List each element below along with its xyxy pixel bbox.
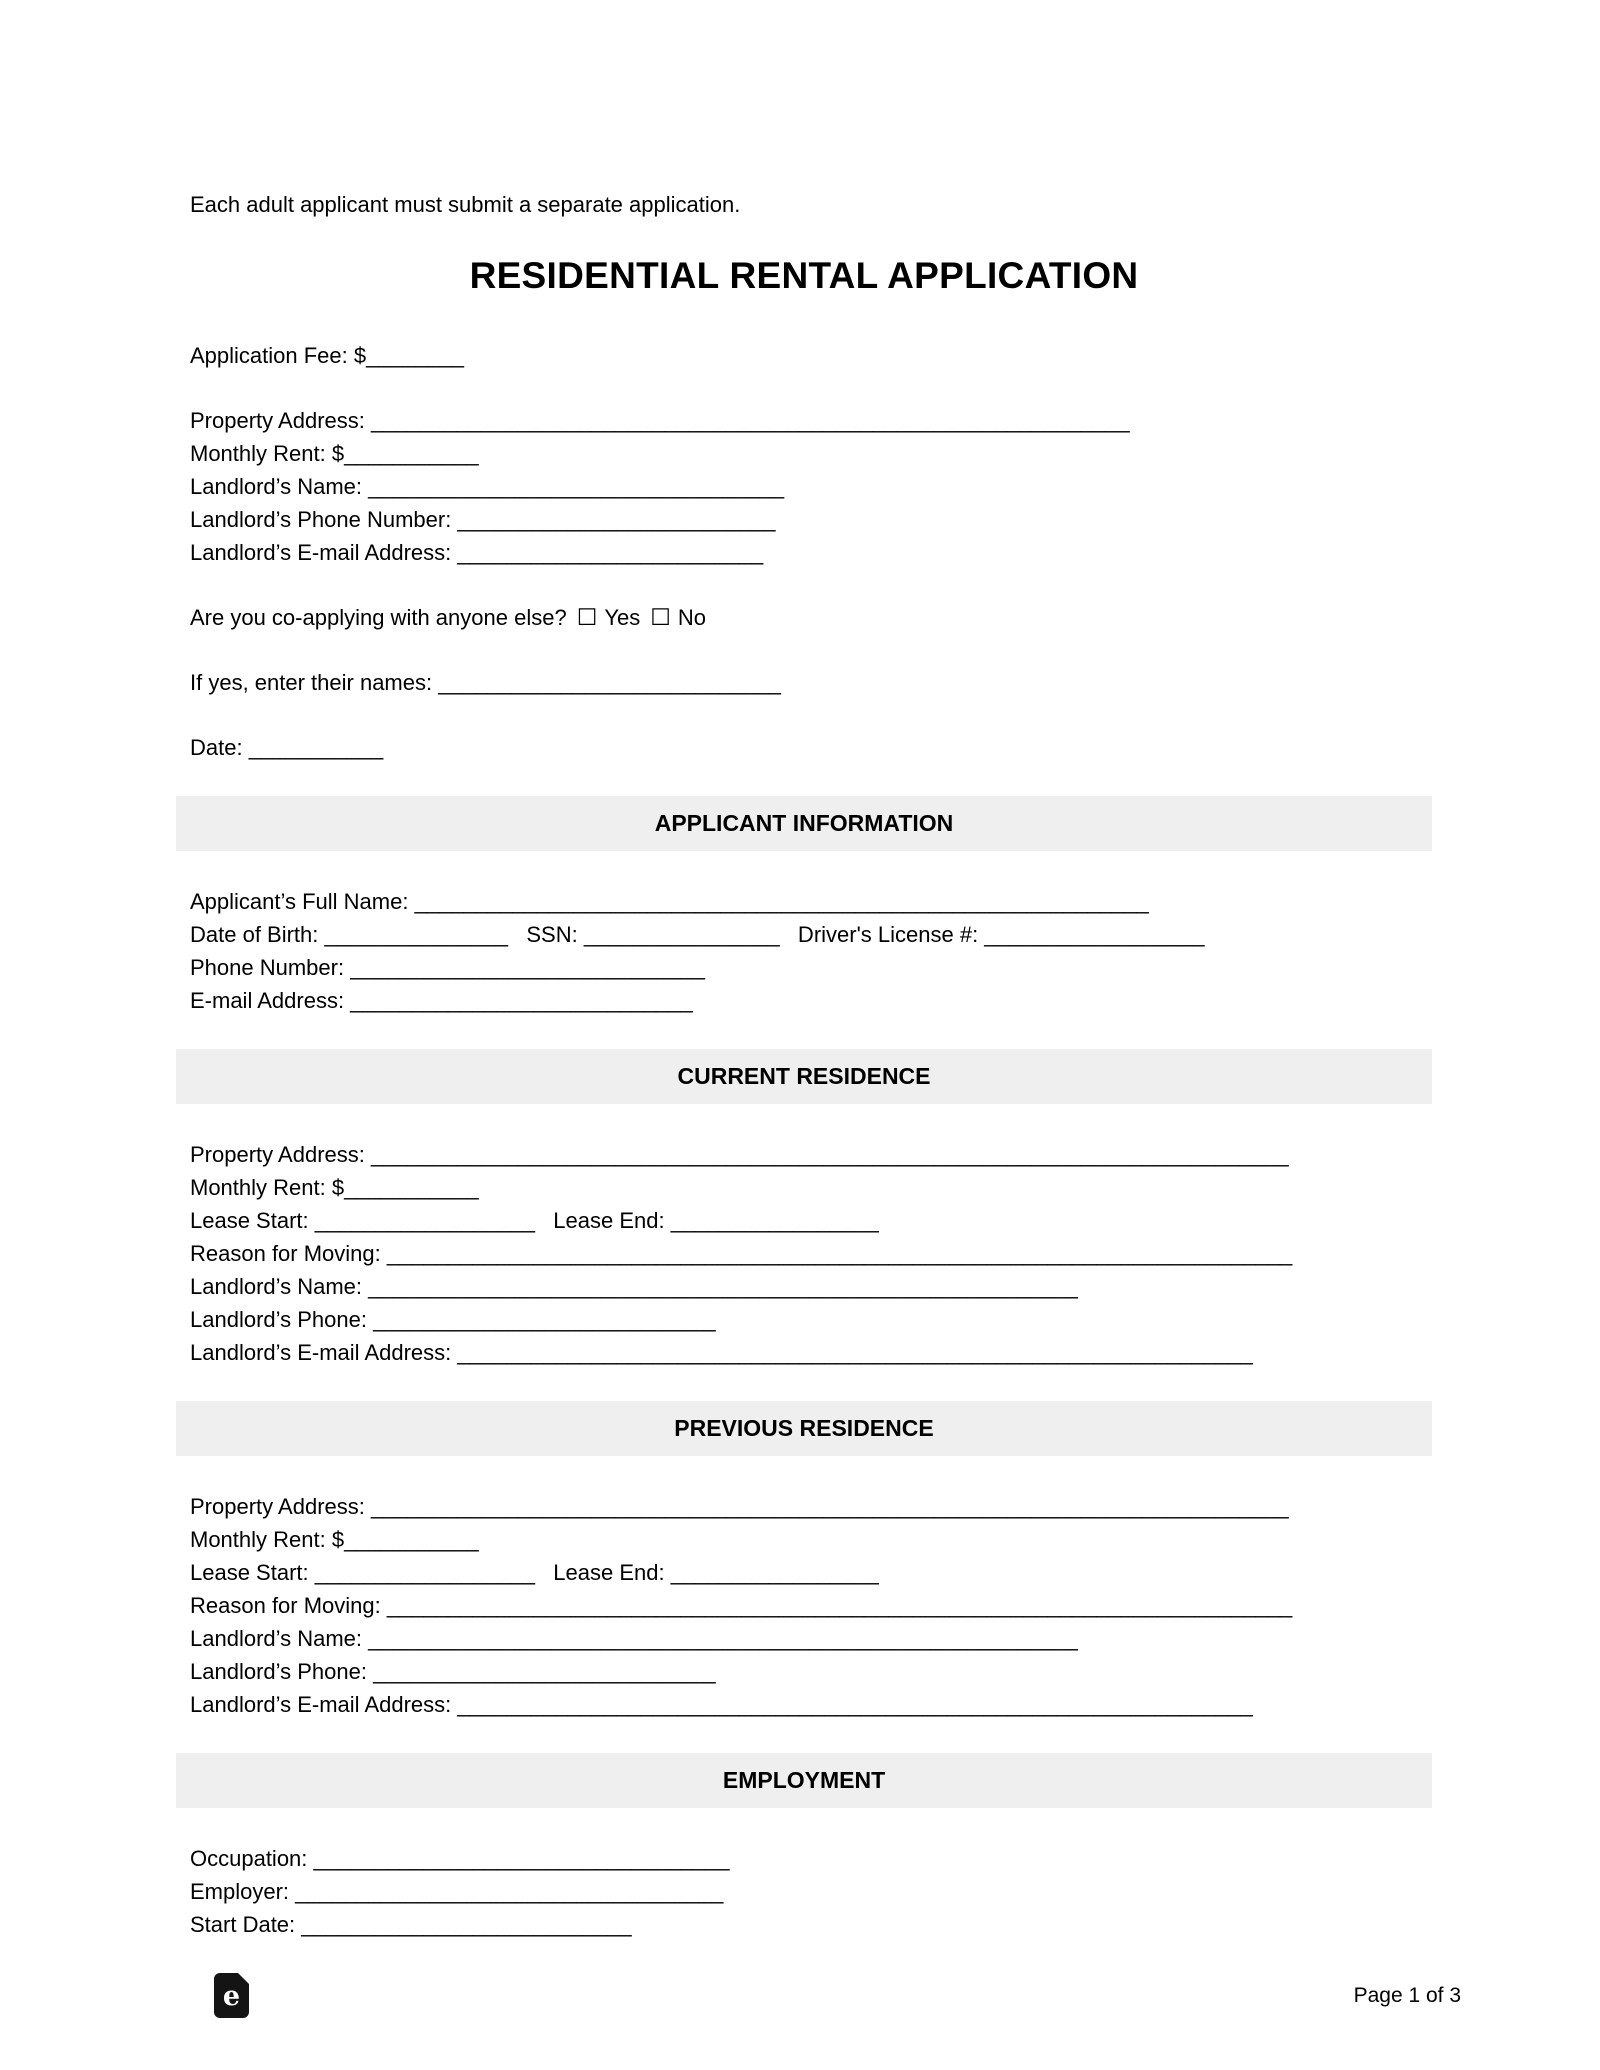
current-residence-block (176, 1138, 1432, 1369)
field-employer: Employer: ___________________________________ (190, 1879, 724, 1904)
field-applicant-full-name: Applicant’s Full Name: ____________________________________________________________ (190, 889, 1149, 914)
coapply-yes-option (577, 601, 641, 634)
field-monthly-rent: Monthly Rent: $___________ (190, 1527, 479, 1552)
field-landlord-email-address: Landlord’s E-mail Address: _________________________________________________________________ (190, 1340, 1253, 1365)
yes-checkbox-icon[interactable]: ☐ (576, 604, 598, 630)
field-property-address: Property Address: ______________________________________________________________ (190, 408, 1130, 433)
field-landlord-email-address: Landlord’s E-mail Address: _________________________________________________________________ (190, 1692, 1253, 1717)
field-reason-for-moving: Reason for Moving: __________________________________________________________________________ (190, 1593, 1293, 1618)
field-landlord-phone: Landlord’s Phone: ____________________________ (190, 1307, 716, 1332)
field-landlord-phone-number: Landlord’s Phone Number: __________________________ (190, 507, 776, 532)
field-start-date: Start Date: ___________________________ (190, 1912, 632, 1937)
employment-block (176, 1842, 1432, 1941)
applicant-information-block (176, 885, 1432, 1017)
property-info-block (176, 404, 1432, 569)
field-property-address: Property Address: ___________________________________________________________________________ (190, 1142, 1289, 1167)
field-landlord-name: Landlord’s Name: __________________________________________________________ (190, 1274, 1078, 1299)
eforms-logo-letter: e (222, 1981, 241, 2012)
applicant-notice: Each adult applicant must submit a separate application. (190, 192, 741, 217)
field-application-fee: Application Fee: $________ (190, 343, 464, 368)
eforms-logo[interactable] (214, 1973, 249, 2018)
coapply-no-option (650, 601, 706, 634)
page-number: Page 1 of 3 (1353, 1983, 1461, 2007)
field-lease-start-end: Lease Start: __________________ Lease End: _________________ (190, 1208, 879, 1233)
no-checkbox-icon[interactable]: ☐ (650, 604, 671, 630)
field-email-address: E-mail Address: ____________________________ (190, 988, 693, 1013)
field-landlord-name: Landlord’s Name: __________________________________________________________ (190, 1626, 1078, 1651)
field-reason-for-moving: Reason for Moving: __________________________________________________________________________ (190, 1241, 1293, 1266)
field-dob-ssn-license: Date of Birth: _______________ SSN: ________________ Driver's License #: __________________ (190, 922, 1205, 947)
coapplying-block (176, 601, 1432, 634)
section-header-applicant-information: APPLICANT INFORMATION (176, 796, 1432, 851)
field-landlord-email-address: Landlord’s E-mail Address: _________________________ (190, 540, 764, 565)
coapplying-question: Are you co-applying with anyone else? (190, 605, 567, 630)
application-fee-block (176, 339, 1432, 372)
coapplicant-names-block (176, 666, 1432, 699)
coapplying-line (176, 601, 1432, 634)
page-footer (214, 1973, 1461, 2018)
field-monthly-rent: Monthly Rent: $___________ (190, 1175, 479, 1200)
field-phone-number: Phone Number: _____________________________ (190, 955, 706, 980)
section-header-employment: EMPLOYMENT (176, 1753, 1432, 1808)
yes-label: Yes (604, 605, 641, 630)
field-coapplicant-names: If yes, enter their names: ____________________________ (190, 670, 781, 695)
field-date: Date: ___________ (190, 735, 384, 760)
document-content (176, 188, 1432, 1973)
field-lease-start-end: Lease Start: __________________ Lease End: _________________ (190, 1560, 879, 1585)
section-header-current-residence: CURRENT RESIDENCE (176, 1049, 1432, 1104)
field-monthly-rent: Monthly Rent: $___________ (190, 441, 479, 466)
field-property-address: Property Address: ___________________________________________________________________________ (190, 1494, 1289, 1519)
field-landlord-name: Landlord’s Name: __________________________________ (190, 474, 785, 499)
previous-residence-block (176, 1490, 1432, 1721)
document-title: RESIDENTIAL RENTAL APPLICATION (469, 255, 1139, 296)
no-label: No (677, 605, 706, 630)
section-header-previous-residence: PREVIOUS RESIDENCE (176, 1401, 1432, 1456)
field-occupation: Occupation: __________________________________ (190, 1846, 730, 1871)
date-block (176, 731, 1432, 764)
field-landlord-phone: Landlord’s Phone: ____________________________ (190, 1659, 716, 1684)
